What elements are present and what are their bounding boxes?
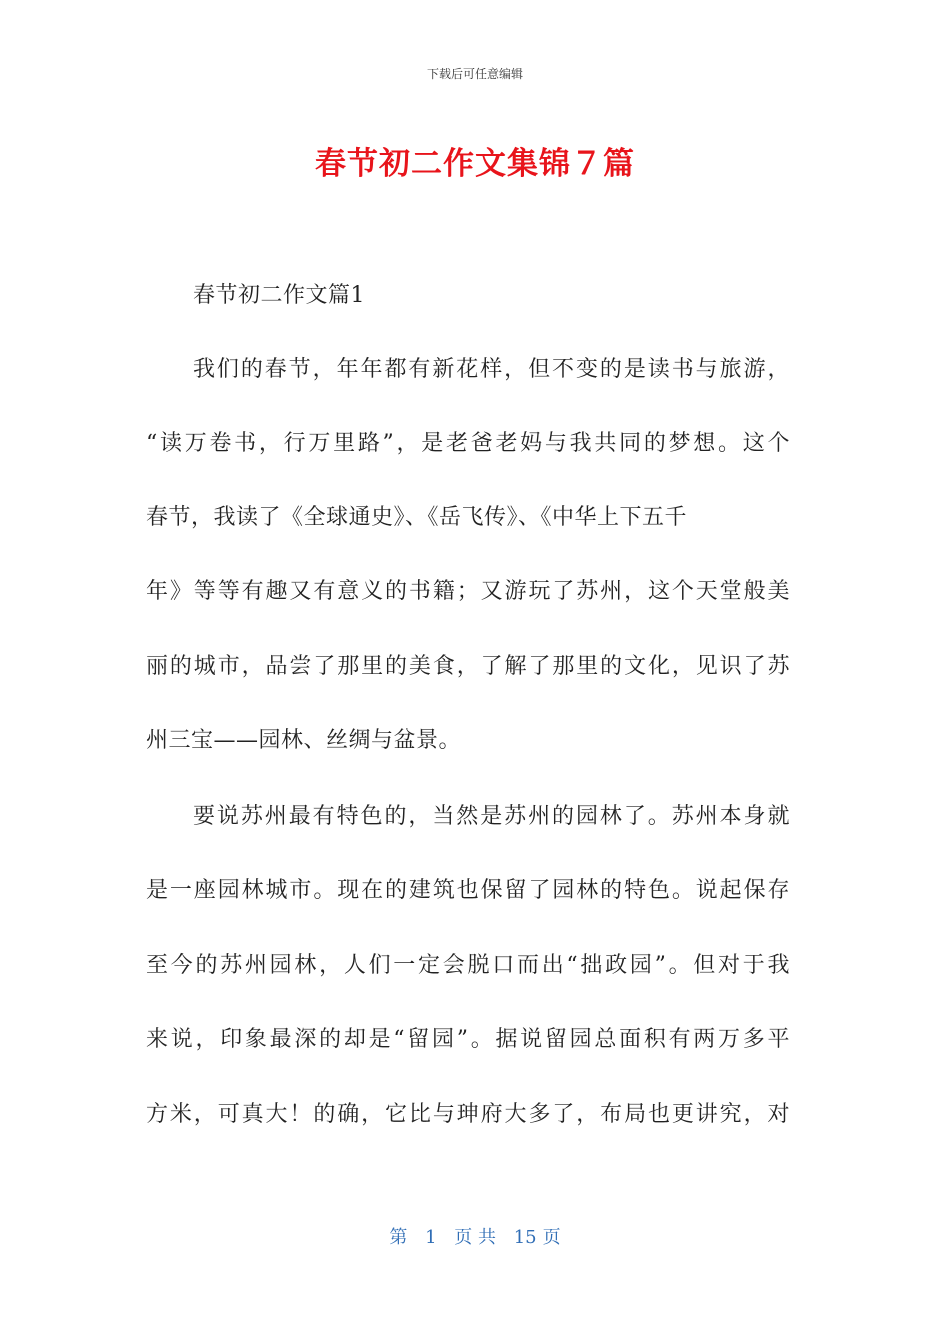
section-heading: 春节初二作文篇1: [193, 283, 365, 308]
document-title: 春节初二作文集锦７篇: [315, 146, 635, 182]
footer-suffix: 页: [542, 1227, 561, 1248]
footer-page-number: 1: [425, 1227, 437, 1248]
paragraph-line: 方米，可真大！的确，它比与珅府大多了，布局也更讲究，对: [146, 1102, 790, 1127]
header-note: 下载后可任意编辑: [426, 67, 523, 81]
page-footer: [0, 1226, 950, 1250]
paragraph-line: 是一座园林城市。现在的建筑也保留了园林的特色。说起保存: [146, 878, 790, 903]
paragraph-line: 来说，印象最深的却是“留园”。据说留园总面积有两万多平: [146, 1027, 790, 1052]
paragraph-line: 至今的苏州园林，人们一定会脱口而出“拙政园”。但对于我: [146, 953, 790, 978]
footer-middle: 页 共: [454, 1227, 496, 1248]
paragraph-line: 州三宝——园林、丝绸与盆景。: [146, 728, 462, 753]
paragraph-line: 年》等等有趣又有意义的书籍；又游玩了苏州，这个天堂般美: [146, 579, 790, 604]
paragraph-line: 丽的城市，品尝了那里的美食，了解了那里的文化，见识了苏: [146, 654, 790, 679]
paragraph-line: “读万卷书，行万里路”，是老爸老妈与我共同的梦想。这个: [146, 431, 790, 456]
footer-prefix: 第: [389, 1227, 408, 1248]
paragraph-line: 春节，我读了《全球通史》、《岳飞传》、《中华上下五千: [146, 505, 688, 530]
footer-total-pages: 15: [513, 1227, 537, 1248]
paragraph-line: 要说苏州最有特色的，当然是苏州的园林了。苏州本身就: [193, 804, 790, 829]
paragraph-line: 我们的春节，年年都有新花样，但不变的是读书与旅游，: [193, 357, 790, 382]
